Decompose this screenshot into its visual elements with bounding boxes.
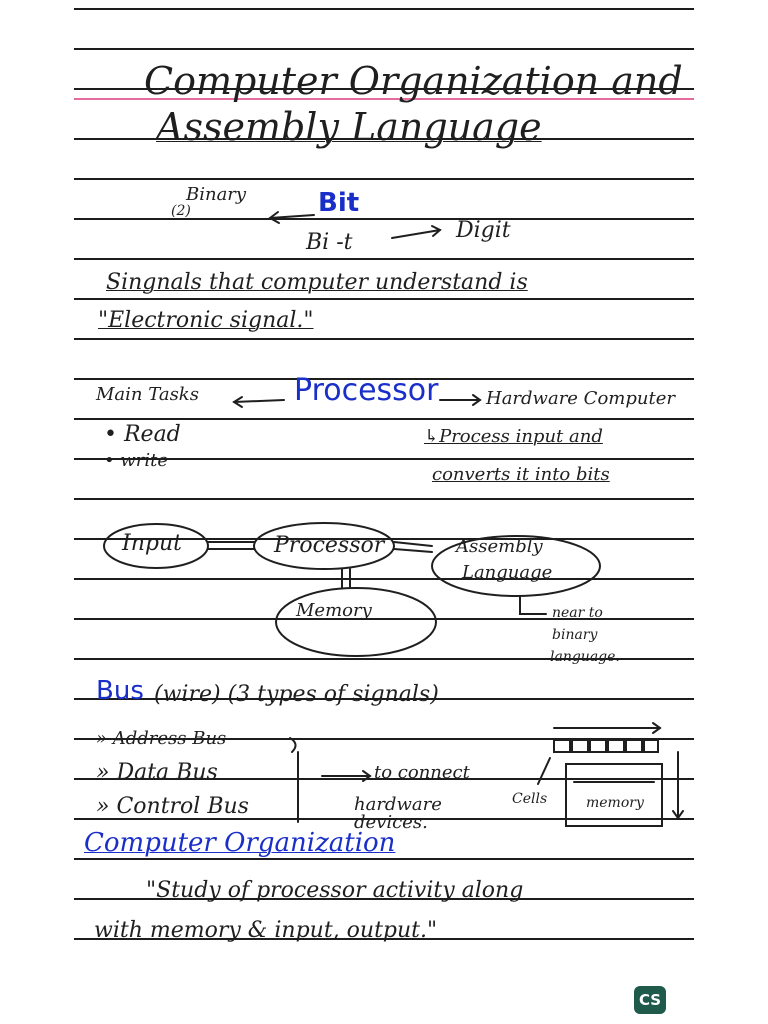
ellipse-input bbox=[104, 524, 208, 568]
binary-label: Binary bbox=[186, 184, 247, 205]
task-write-text: write bbox=[120, 450, 168, 471]
hardware-computer-label: Hardware Computer bbox=[486, 388, 675, 409]
node-memory-label: Memory bbox=[296, 600, 372, 621]
title-line-2: Assembly Language bbox=[156, 105, 542, 149]
data-bus: » Data Bus bbox=[96, 760, 218, 785]
cell-5 bbox=[626, 740, 642, 752]
ellipse-processor bbox=[254, 523, 394, 569]
hand-drawn-strokes bbox=[74, 0, 694, 970]
node-processor-label: Processor bbox=[274, 533, 385, 558]
task-read-text: Read bbox=[123, 422, 181, 447]
cell-1 bbox=[554, 740, 570, 752]
organization-quote-line-2: with memory & input, output." bbox=[94, 918, 438, 943]
near-line-1: near to bbox=[552, 605, 603, 621]
near-line-3: language. bbox=[550, 649, 620, 665]
link-processor-assembly bbox=[394, 542, 432, 552]
signals-line-1: Singnals that computer understand is bbox=[106, 270, 528, 295]
brace-top bbox=[290, 738, 296, 752]
memory-box bbox=[566, 764, 662, 826]
address-bus: » Address Bus bbox=[96, 728, 227, 749]
address-bus-text: Address Bus bbox=[112, 728, 227, 749]
title-line-1: Computer Organization and bbox=[144, 59, 683, 103]
ellipse-memory bbox=[276, 588, 436, 656]
link-processor-memory bbox=[342, 569, 350, 588]
task-write: • write bbox=[104, 450, 168, 471]
notebook-page bbox=[74, 0, 694, 970]
process-line-2: converts it into bits bbox=[432, 464, 610, 485]
bus-word: Bus bbox=[96, 676, 144, 706]
base-label: (2) bbox=[171, 203, 191, 219]
hardware-devices-line-2: devices. bbox=[354, 812, 428, 833]
arrow-assembly-near bbox=[520, 596, 546, 614]
main-tasks-label: Main Tasks bbox=[96, 384, 199, 405]
signals-line-2: "Electronic signal." bbox=[98, 308, 314, 333]
organization-heading: Computer Organization bbox=[84, 828, 396, 858]
ellipse-assembly bbox=[432, 536, 600, 596]
arrow-bit-to-binary bbox=[270, 215, 314, 218]
node-input-label: Input bbox=[122, 531, 182, 556]
process-line-1-text: Process input and bbox=[439, 426, 603, 447]
node-assembly-line-1: Assembly bbox=[456, 536, 543, 557]
arrow-cells-to-label bbox=[538, 758, 550, 784]
control-bus: » Control Bus bbox=[96, 794, 249, 819]
cells-label: Cells bbox=[512, 791, 548, 807]
near-line-2: binary bbox=[552, 627, 598, 643]
data-bus-text: Data Bus bbox=[116, 760, 218, 785]
cell-3 bbox=[590, 740, 606, 752]
cell-6 bbox=[644, 740, 658, 752]
cell-4 bbox=[608, 740, 624, 752]
bit-split: Bi -t bbox=[306, 230, 353, 255]
camscanner-badge: CS bbox=[634, 986, 666, 1014]
node-assembly-line-2: Language bbox=[462, 562, 553, 583]
bit-word: Bit bbox=[318, 188, 360, 218]
arrow-processor-to-tasks bbox=[234, 400, 284, 402]
hardware-devices-line-1: hardware bbox=[354, 794, 442, 815]
memory-box-label: memory bbox=[586, 795, 644, 811]
cell-2 bbox=[572, 740, 588, 752]
processor-word: Processor bbox=[294, 373, 439, 408]
organization-quote-line-1: "Study of processor activity along bbox=[146, 878, 524, 903]
connect-text: to connect bbox=[374, 762, 470, 783]
process-line-1: ↳Process input and bbox=[424, 426, 603, 447]
control-bus-text: Control Bus bbox=[116, 794, 249, 819]
task-read: • Read bbox=[104, 422, 181, 447]
bus-description: (wire) (3 types of signals) bbox=[154, 682, 439, 707]
link-input-processor bbox=[208, 542, 254, 549]
digit-label: Digit bbox=[456, 218, 511, 243]
